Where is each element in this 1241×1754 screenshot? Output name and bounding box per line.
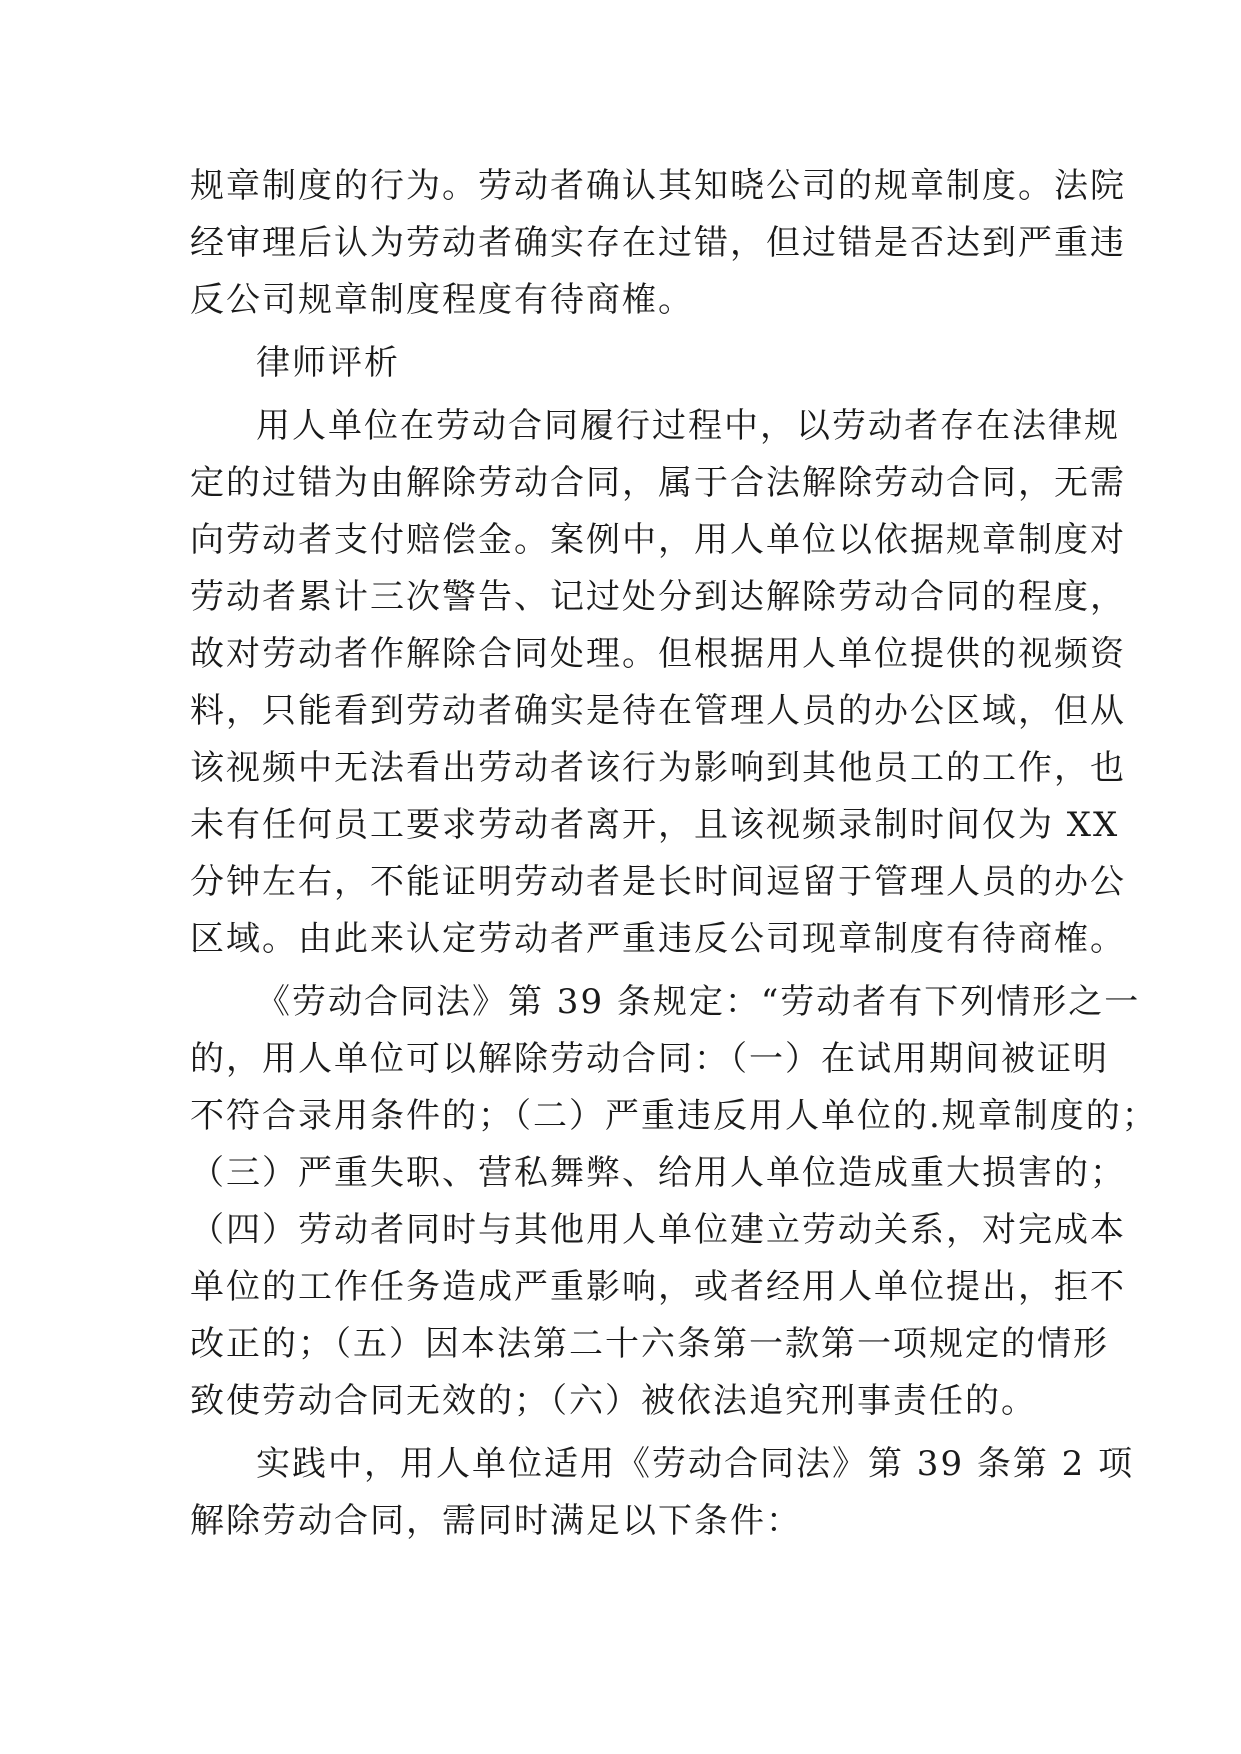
text-line: 《劳动合同法》第 39 条规定：“劳动者有下列情形之一 — [256, 982, 1141, 1022]
text-line: 区域。由此来认定劳动者严重违反公司现章制度有待商榷。 — [190, 919, 1126, 959]
paragraph-4 — [190, 974, 1158, 1430]
text-line: 未有任何员工要求劳动者离开，且该视频录制时间仅为 XX — [190, 805, 1120, 845]
paragraph-1 — [190, 158, 1126, 329]
text-line: 定的过错为由解除劳动合同，属于合法解除劳动合同，无需 — [190, 463, 1126, 503]
text-line: 劳动者累计三次警告、记过处分到达解除劳动合同的程度， — [190, 577, 1126, 617]
text-line: 的，用人单位可以解除劳动合同：（一）在试用期间被证明 — [190, 1039, 1109, 1079]
text-line: 经审理后认为劳动者确实存在过错，但过错是否达到严重违 — [190, 223, 1126, 263]
text-line: 单位的工作任务造成严重影响，或者经用人单位提出，拒不 — [190, 1267, 1126, 1307]
text-line: 用人单位在劳动合同履行过程中，以劳动者存在法律规 — [256, 406, 1120, 446]
document-body — [190, 158, 1158, 1550]
text-line: （三）严重失职、营私舞弊、给用人单位造成重大损害的； — [190, 1153, 1126, 1193]
text-line: 实践中，用人单位适用《劳动合同法》第 39 条第 2 项 — [256, 1444, 1135, 1484]
text-line: 向劳动者支付赔偿金。案例中，用人单位以依据规章制度对 — [190, 520, 1126, 560]
text-line: （四）劳动者同时与其他用人单位建立劳动关系，对完成本 — [190, 1210, 1126, 1250]
paragraph-5 — [190, 1436, 1135, 1550]
text-line: 料，只能看到劳动者确实是待在管理人员的办公区域，但从 — [190, 691, 1126, 731]
text-line: 分钟左右，不能证明劳动者是长时间逗留于管理人员的办公 — [190, 862, 1126, 902]
heading-text: 律师评析 — [256, 343, 400, 383]
text-line: 改正的；（五）因本法第二十六条第一款第一项规定的情形 — [190, 1324, 1109, 1364]
section-heading — [190, 335, 1060, 392]
text-line: 致使劳动合同无效的；（六）被依法追究刑事责任的。 — [190, 1381, 1037, 1421]
text-line: 故对劳动者作解除合同处理。但根据用人单位提供的视频资 — [190, 634, 1126, 674]
text-line: 解除劳动合同，需同时满足以下条件： — [190, 1501, 802, 1541]
paragraph-3 — [190, 398, 1126, 968]
text-line: 规章制度的行为。劳动者确认其知晓公司的规章制度。法院 — [190, 166, 1126, 206]
text-line: 该视频中无法看出劳动者该行为影响到其他员工的工作，也 — [190, 748, 1126, 788]
text-line: 不符合录用条件的；（二）严重违反用人单位的.规章制度的； — [190, 1096, 1158, 1136]
text-line: 反公司规章制度程度有待商榷。 — [190, 280, 694, 320]
